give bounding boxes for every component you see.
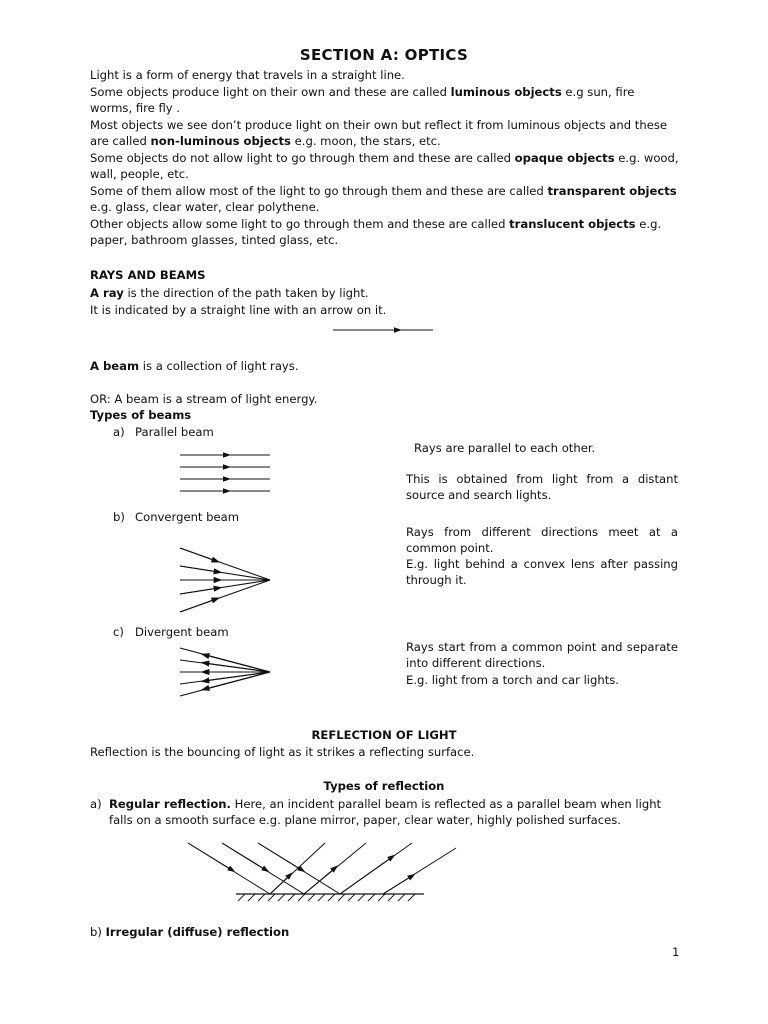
convergent-beam-name: Convergent beam <box>135 510 240 524</box>
convergent-beam-diagram <box>180 548 270 612</box>
beam-definition: A beam is a collection of light rays. <box>90 359 299 373</box>
translucent-term: translucent objects <box>509 217 636 231</box>
ray-indicated: It is indicated by a straight line with an arrow on it. <box>90 303 387 317</box>
beam-alternative-definition: OR: A beam is a stream of light energy. <box>90 392 318 406</box>
non-luminous-term: non-luminous objects <box>150 134 291 149</box>
parallel-beam-name: Parallel beam <box>135 425 214 439</box>
convergent-beam-desc: Rays from different directions meet at a common point. <box>406 525 678 556</box>
types-of-reflection-heading: Types of reflection <box>323 779 445 793</box>
ray-definition: A ray is the direction of the path taken by light. <box>90 286 369 300</box>
types-of-beams-heading: Types of beams <box>90 408 192 422</box>
divergent-beam-label: c) <box>113 625 124 639</box>
parallel-beam-diagram <box>180 455 270 491</box>
rays-beams-heading: RAYS AND BEAMS <box>90 268 206 282</box>
regular-reflection-paragraph: Regular reflection. Here, an incident parallel beam is reflected as a parallel beam when light falls on a smooth surface e.g. plane mirror, paper, clear water, highly polished surfaces. <box>109 797 662 828</box>
transparent-term: transparent objects <box>547 184 677 198</box>
luminous-term: luminous objects <box>450 85 562 99</box>
regular-reflection-label: a) <box>90 797 102 811</box>
translucent-paragraph: Other objects allow some light to go through them and these are called translucent objects e.g. paper, bathroom glasses, tinted glass, etc. <box>90 217 662 248</box>
convergent-beam-example: E.g. light behind a convex lens after passing through it. <box>406 557 678 588</box>
convergent-beam-label: b) <box>113 510 125 524</box>
parallel-beam-label: a) <box>113 425 125 439</box>
divergent-beam-name: Divergent beam <box>135 625 229 639</box>
luminous-paragraph: Some objects produce light on their own and these are called luminous objects e.g sun, fire worms, fire fly . <box>90 85 635 116</box>
reflection-definition: Reflection is the bouncing of light as it strikes a reflecting surface. <box>90 745 475 759</box>
opaque-term: opaque objects <box>514 151 615 165</box>
parallel-beam-desc: Rays are parallel to each other. <box>414 441 596 455</box>
opaque-paragraph: Some objects do not allow light to go through them and these are called opaque objects e.g. wood, wall, people, etc. <box>90 151 679 182</box>
divergent-beam-desc: Rays start from a common point and separate into different directions. <box>406 640 678 671</box>
divergent-beam-diagram <box>180 648 270 696</box>
reflection-heading: REFLECTION OF LIGHT <box>311 728 457 742</box>
intro-line: Light is a form of energy that travels in a straight line. <box>90 68 405 82</box>
page-title: SECTION A: OPTICS <box>299 46 469 64</box>
irregular-reflection-heading: b) Irregular (diffuse) reflection <box>90 925 290 939</box>
page-number: 1 <box>672 945 680 959</box>
non-luminous-paragraph: Most objects we see don’t produce light on their own but reflect it from luminous objects and these are called non-luminous objects e.g. moon, the stars, etc. <box>90 118 667 149</box>
parallel-beam-example: This is obtained from light from a distant source and search lights. <box>406 472 678 503</box>
transparent-paragraph: Some of them allow most of the light to go through them and these are called transparent objects e.g. glass, clear water, clear polythene. <box>90 184 677 215</box>
regular-reflection-diagram <box>188 843 456 901</box>
divergent-beam-example: E.g. light from a torch and car lights. <box>406 673 619 687</box>
